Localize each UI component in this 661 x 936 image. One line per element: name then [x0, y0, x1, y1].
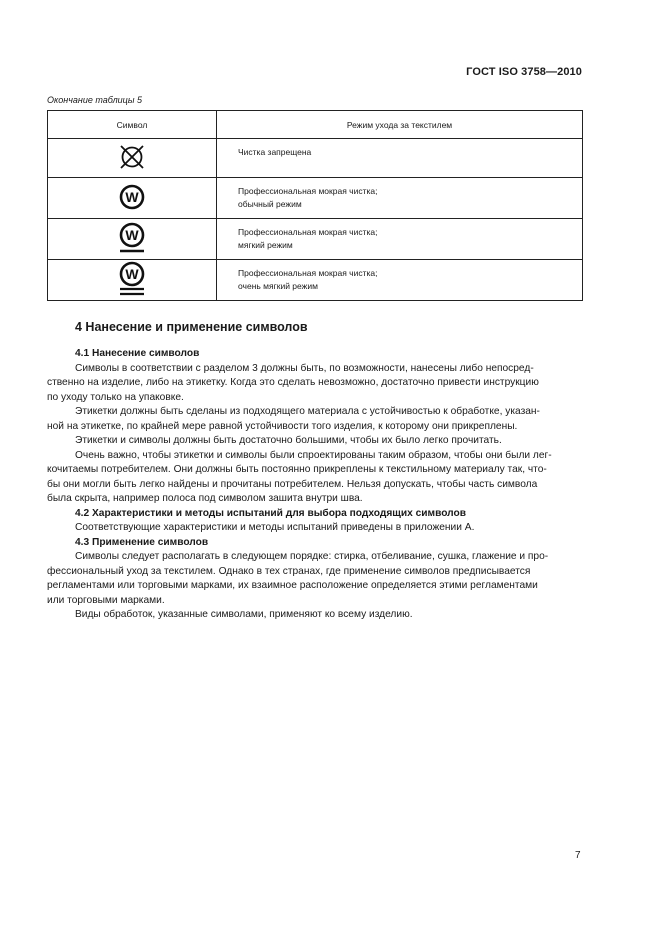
section-body — [47, 347, 584, 623]
care-mode-line: обычный режим — [238, 199, 302, 209]
svg-text:W: W — [125, 266, 139, 282]
wet-clean-mild-icon — [117, 221, 147, 255]
care-mode-cell — [217, 178, 583, 219]
wet-clean-very-mild-icon — [117, 261, 147, 297]
care-mode-line: очень мягкий режим — [238, 281, 318, 291]
paragraph-line: регламентами или торговыми марками, их взаимное расположение определяется этими регламентами — [47, 580, 538, 591]
symbol-cell — [48, 139, 217, 178]
subsection-title: 4.3 Применение символов — [75, 536, 209, 548]
care-mode-line: Профессиональная мокрая чистка; — [238, 227, 378, 237]
care-mode-cell — [217, 260, 583, 301]
paragraph-line: или торговыми марками. — [47, 594, 165, 606]
care-mode-cell — [217, 139, 583, 178]
column-header-care-mode: Режим ухода за текстилем — [217, 111, 583, 139]
svg-text:W: W — [125, 189, 139, 205]
table-row — [48, 260, 583, 301]
paragraph-line: Этикетки должны быть сделаны из подходящего материала с устойчивостью к обработке, указан- — [75, 406, 540, 417]
svg-text:W: W — [125, 227, 139, 243]
table-row — [48, 219, 583, 260]
document-id: ГОСТ ISO 3758—2010 — [466, 66, 582, 78]
care-mode-cell — [217, 219, 583, 260]
section-title: 4 Нанесение и применение символов — [75, 320, 308, 334]
symbol-cell — [48, 178, 217, 219]
paragraph-line: Этикетки и символы должны быть достаточно большими, чтобы их было легко прочитать. — [75, 435, 502, 446]
care-mode-line: мягкий режим — [238, 240, 293, 250]
subsection-title: 4.2 Характеристики и методы испытаний для выбора подходящих символов — [75, 507, 467, 519]
table-caption: Окончание таблицы 5 — [47, 95, 142, 105]
paragraph-line: Виды обработок, указанные символами, применяют ко всему изделию. — [75, 609, 413, 620]
paragraph-line: по уходу только на упаковке. — [47, 391, 184, 403]
paragraph-line: фессиональный уход за текстилем. Однако в тех странах, где применение символов предписывается — [47, 565, 531, 577]
paragraph-line: Символы в соответствии с разделом 3 должны быть, по возможности, нанесены либо непосред- — [75, 362, 534, 374]
paragraph-line: ной на этикетке, по крайней мере равной устойчивости того изделия, к которому они прикреплены. — [47, 420, 518, 432]
paragraph-line: ственно на изделие, либо на этикетку. Когда это сделать невозможно, достаточно привести инструкцию — [47, 377, 539, 388]
page-number: 7 — [575, 850, 581, 861]
column-header-symbol: Символ — [48, 111, 217, 139]
symbol-cell — [48, 260, 217, 301]
subsection-title: 4.1 Нанесение символов — [75, 348, 200, 359]
wet-clean-normal-icon — [117, 182, 147, 212]
paragraph-line: была скрыта, например полоса под символом зашита внутри шва. — [47, 493, 363, 504]
crossed-circle-icon — [117, 142, 147, 172]
paragraph-line: бы они могли быть легко найдены и прочитаны потребителем. Нельзя допускать, чтобы часть символа — [47, 478, 538, 490]
paragraph-line: кочитаемы потребителем. Они должны быть постоянно прикреплены к текстильному материалу так, что- — [47, 464, 547, 475]
table-row — [48, 178, 583, 219]
paragraph-line: Очень важно, чтобы этикетки и символы были спроектированы таким образом, чтобы они были лег- — [75, 449, 552, 461]
care-mode-line: Профессиональная мокрая чистка; — [238, 186, 378, 196]
table-row — [48, 139, 583, 178]
care-mode-line: Чистка запрещена — [238, 147, 312, 157]
symbol-cell — [48, 219, 217, 260]
care-symbols-table — [47, 110, 583, 301]
care-mode-line: Профессиональная мокрая чистка; — [238, 268, 378, 278]
paragraph-line: Символы следует располагать в следующем порядке: стирка, отбеливание, сушка, глажение и про- — [75, 551, 549, 562]
paragraph-line: Соответствующие характеристики и методы испытаний приведены в приложении А. — [75, 522, 475, 533]
table-header-row — [48, 111, 583, 139]
